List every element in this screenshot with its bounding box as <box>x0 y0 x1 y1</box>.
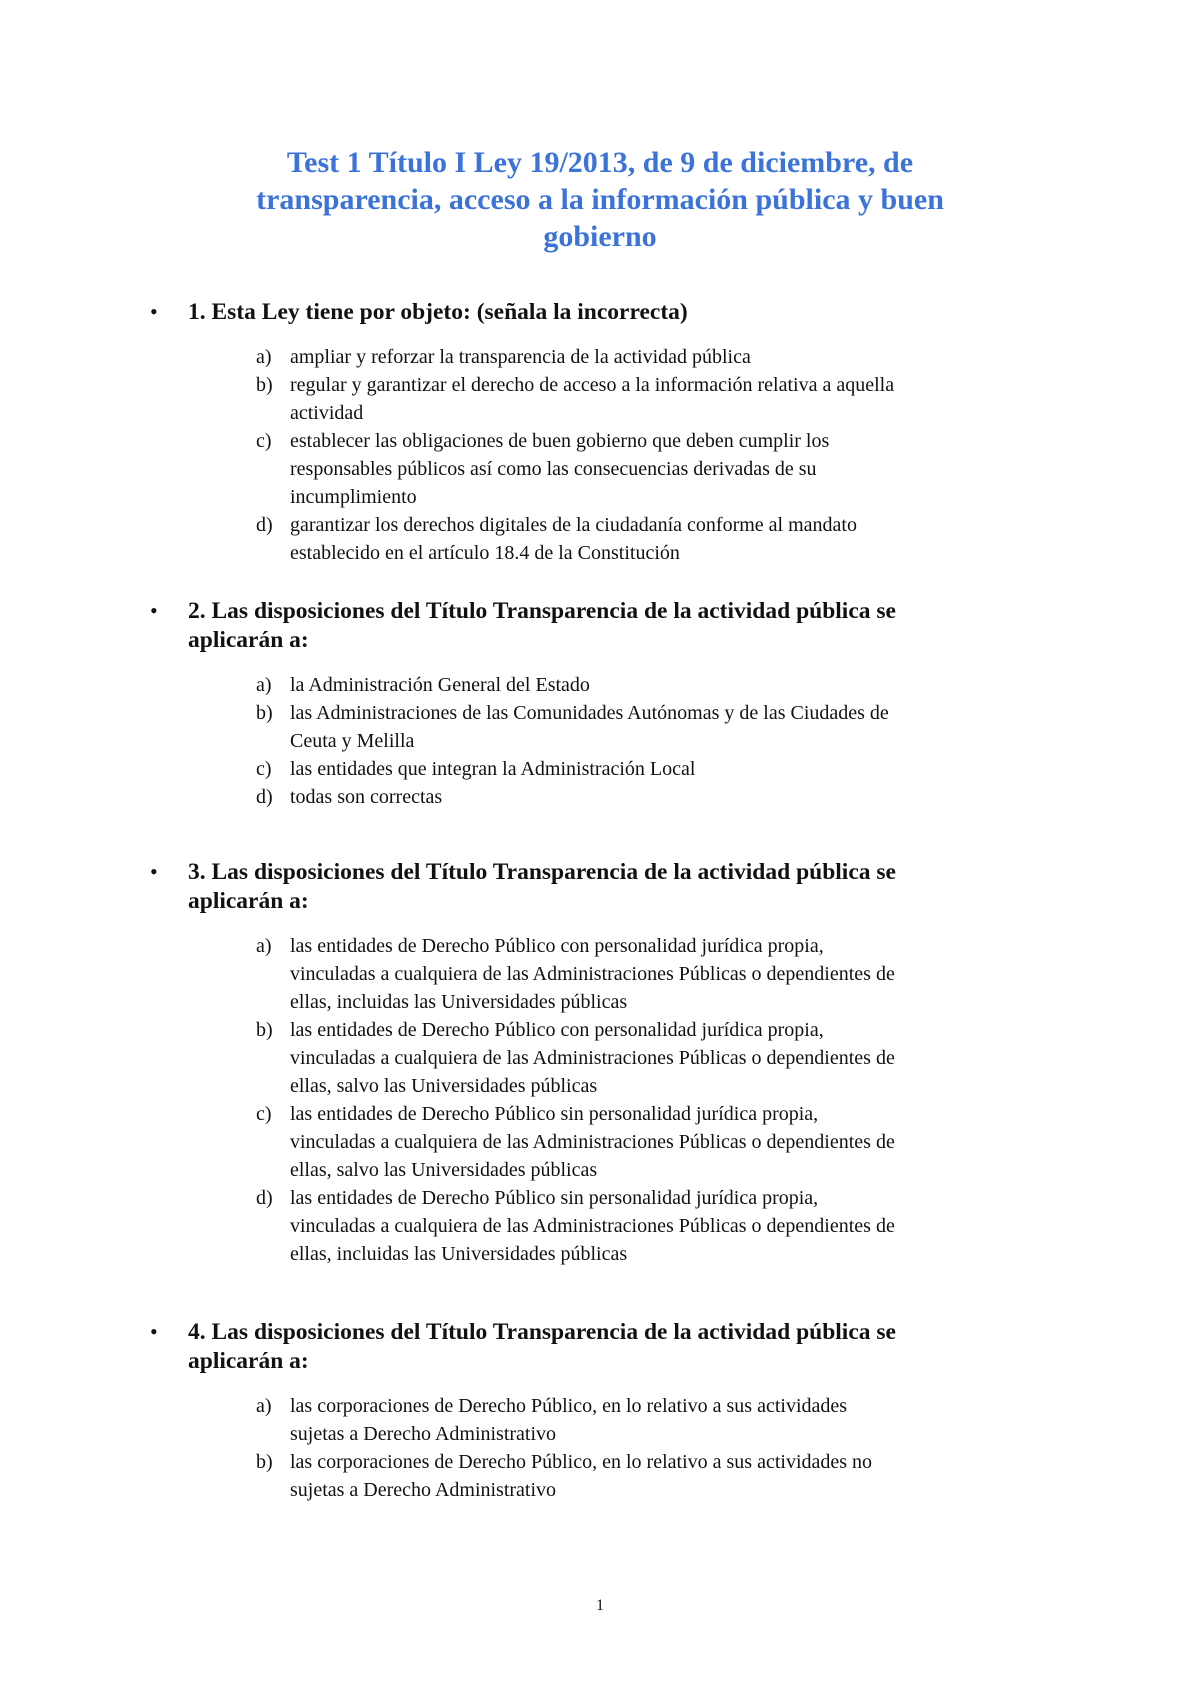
option-letter: a) <box>256 1395 272 1417</box>
option-text-line: ellas, salvo las Universidades públicas <box>290 1159 598 1181</box>
answer-option <box>256 1392 1060 1448</box>
option-text-line: la Administración General del Estado <box>290 674 590 696</box>
option-text-line: las Administraciones de las Comunidades Autónomas y de las Ciudades de <box>290 702 889 724</box>
bullet-icon: • <box>150 598 158 623</box>
question-2 <box>0 597 1200 811</box>
bullet-icon: • <box>150 1319 158 1344</box>
option-text-line: las corporaciones de Derecho Público, en lo relativo a sus actividades no <box>290 1451 873 1473</box>
option-text-line: Ceuta y Melilla <box>290 730 415 752</box>
answer-option <box>256 1016 1060 1100</box>
title-line: transparencia, acceso a la información pública y buen <box>256 183 944 216</box>
option-text-line: ellas, salvo las Universidades públicas <box>290 1075 598 1097</box>
option-text-line: vinculadas a cualquiera de las Administraciones Públicas o dependientes de <box>290 1131 895 1153</box>
document-title <box>170 144 1030 255</box>
option-text-line: las corporaciones de Derecho Público, en lo relativo a sus actividades <box>290 1395 848 1417</box>
option-letter: b) <box>256 1019 273 1041</box>
option-text-line: establecido en el artículo 18.4 de la Constitución <box>290 542 680 564</box>
option-letter: c) <box>256 1103 272 1125</box>
option-text-line: sujetas a Derecho Administrativo <box>290 1423 557 1445</box>
bullet-icon: • <box>150 299 158 324</box>
option-text-line: las entidades de Derecho Público sin personalidad jurídica propia, <box>290 1103 819 1125</box>
option-text-line: ellas, incluidas las Universidades públicas <box>290 991 628 1013</box>
option-letter: d) <box>256 1187 273 1209</box>
answer-option <box>256 371 1060 427</box>
option-text-line: actividad <box>290 402 364 424</box>
option-text-line: ampliar y reforzar la transparencia de la actividad pública <box>290 346 751 368</box>
answer-option <box>256 783 1060 811</box>
question-header <box>0 298 1200 327</box>
answer-options <box>0 343 1200 567</box>
option-text-line: responsables públicos así como las consecuencias derivadas de su <box>290 458 817 480</box>
answer-options <box>0 671 1200 811</box>
question-text-line: 4. Las disposiciones del Título Transparencia de la actividad pública se <box>188 1319 896 1345</box>
option-text-line: las entidades de Derecho Público con personalidad jurídica propia, <box>290 1019 824 1041</box>
question-header <box>0 597 1200 655</box>
question-1 <box>0 298 1200 567</box>
page-number: 1 <box>596 1597 604 1614</box>
option-letter: a) <box>256 346 272 368</box>
option-text-line: establecer las obligaciones de buen gobierno que deben cumplir los <box>290 430 830 452</box>
option-text-line: vinculadas a cualquiera de las Administraciones Públicas o dependientes de <box>290 1215 895 1237</box>
question-text <box>188 1318 1048 1376</box>
option-letter: d) <box>256 514 273 536</box>
question-3 <box>0 858 1200 1268</box>
answer-option <box>256 932 1060 1016</box>
option-text-line: todas son correctas <box>290 786 443 808</box>
option-letter: d) <box>256 786 273 808</box>
bullet-icon: • <box>150 859 158 884</box>
answer-option <box>256 343 1060 371</box>
answer-option <box>256 427 1060 511</box>
option-text-line: regular y garantizar el derecho de acceso a la información relativa a aquella <box>290 374 895 396</box>
answer-option <box>256 1448 1060 1504</box>
option-letter: c) <box>256 430 272 452</box>
question-4 <box>0 1318 1200 1504</box>
option-letter: b) <box>256 374 273 396</box>
answer-option <box>256 755 1060 783</box>
question-header <box>0 1318 1200 1376</box>
option-letter: b) <box>256 702 273 724</box>
answer-option <box>256 511 1060 567</box>
option-text-line: las entidades de Derecho Público con personalidad jurídica propia, <box>290 935 824 957</box>
answer-options <box>0 932 1200 1268</box>
answer-option <box>256 1100 1060 1184</box>
question-text-line: aplicarán a: <box>188 1348 309 1374</box>
question-text-line: 2. Las disposiciones del Título Transparencia de la actividad pública se <box>188 598 896 624</box>
option-text-line: vinculadas a cualquiera de las Administraciones Públicas o dependientes de <box>290 963 895 985</box>
option-text-line: sujetas a Derecho Administrativo <box>290 1479 557 1501</box>
question-text <box>188 597 1048 655</box>
question-text-line: 3. Las disposiciones del Título Transparencia de la actividad pública se <box>188 859 896 885</box>
option-text-line: las entidades que integran la Administración Local <box>290 758 696 780</box>
option-text-line: las entidades de Derecho Público sin personalidad jurídica propia, <box>290 1187 819 1209</box>
option-letter: a) <box>256 674 272 696</box>
title-line: Test 1 Título I Ley 19/2013, de 9 de diciembre, de <box>286 146 914 179</box>
answer-option <box>256 1184 1060 1268</box>
option-text-line: incumplimiento <box>290 486 417 508</box>
question-text-line: 1. Esta Ley tiene por objeto: (señala la incorrecta) <box>188 299 688 325</box>
option-letter: b) <box>256 1451 273 1473</box>
question-text-line: aplicarán a: <box>188 627 309 653</box>
option-text-line: ellas, incluidas las Universidades públicas <box>290 1243 628 1265</box>
question-text-line: aplicarán a: <box>188 888 309 914</box>
answer-option <box>256 671 1060 699</box>
title-line: gobierno <box>543 220 657 253</box>
answer-option <box>256 699 1060 755</box>
option-letter: a) <box>256 935 272 957</box>
question-header <box>0 858 1200 916</box>
answer-options <box>0 1392 1200 1504</box>
option-text-line: vinculadas a cualquiera de las Administraciones Públicas o dependientes de <box>290 1047 895 1069</box>
option-text-line: garantizar los derechos digitales de la ciudadanía conforme al mandato <box>290 514 857 536</box>
question-text <box>188 298 1048 327</box>
option-letter: c) <box>256 758 272 780</box>
question-text <box>188 858 1048 916</box>
